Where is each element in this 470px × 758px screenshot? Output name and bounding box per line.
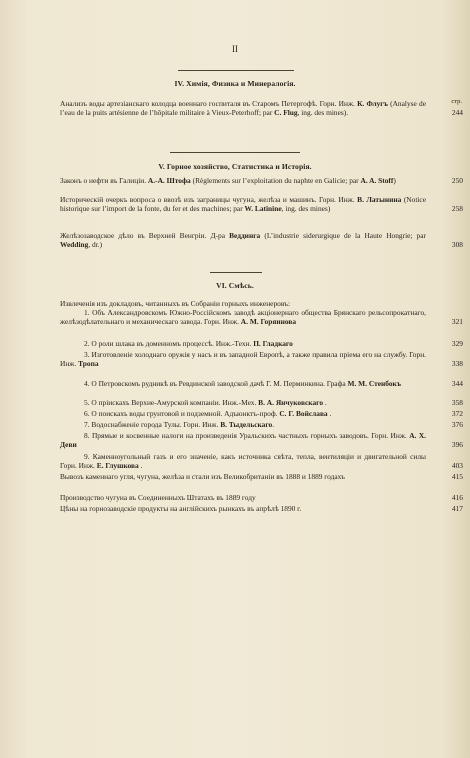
entry-text-part: 4. О Петровскомъ рудникѣ въ Ревдинской заводской дачѣ Г. М. Перминкина. Графа [84, 379, 348, 388]
entry-author: В. Тыдельскаго [220, 420, 273, 429]
entry-page-number: 403 [451, 460, 463, 470]
entry-author: А. Х. Деви [60, 431, 427, 449]
entry-text-part: 3. Изготовленіе холоднаго оружія у насъ и въ западной Европѣ, а также правила пріема его на службу. Горн. Инж. [60, 350, 426, 368]
entry-text [60, 380, 426, 389]
entry-text-part: Вывозъ каменнаго угля, чугуна, желѣза и стали изъ Великобританіи въ 1888 и 1889 годахъ [60, 472, 345, 481]
section-rule [178, 70, 294, 71]
entry-page-number: 396 [451, 439, 463, 449]
entry-page-number: 244 [451, 107, 463, 117]
entry-text [60, 100, 426, 117]
toc-entry [60, 410, 468, 419]
entry-author: Тропа [78, 358, 99, 368]
entry-text-part: 5. О пріискахъ Верхне-Амурской компаніи. Инж.-Мех. [84, 398, 259, 407]
toc-entry [60, 473, 468, 482]
entry-text-part: 6. О поискахъ воды грунтовой и подземной. Адъюнктъ-проф. [84, 409, 280, 418]
entry-page-number: 376 [451, 420, 463, 429]
entry-text [60, 351, 426, 368]
entry-text-part: . [323, 398, 327, 407]
toc-entry [60, 100, 468, 117]
section-rule [170, 152, 300, 153]
entry-author: A. A. Stoff [360, 176, 394, 185]
entry-page-number: 415 [451, 472, 463, 481]
section-title: VI. Смѣсь. [216, 281, 254, 290]
entry-text-part: (Notice historique sur l’import de la fonte, du fer et des machines; par [60, 195, 426, 213]
entry-text [60, 399, 426, 408]
entry-text-part: 8. Прямые и косвенные налоги на произведенія Уральскихъ частныхъ горныхъ заводовъ. Горн. Инж. [84, 431, 410, 440]
entry-page-number: 344 [451, 379, 463, 388]
entry-text-part: Желѣзозаводское дѣло въ Верхней Венгріи. Д-ра [60, 231, 230, 240]
entry-text-part: 2. О роли шлака въ доменномъ процессѣ. Инж.-Техн. [84, 339, 254, 348]
entry-text-part: ) [393, 176, 396, 185]
toc-entry [60, 380, 468, 389]
entry-page-number: 417 [451, 504, 463, 513]
entry-text-part: 9. Каменноугольный газъ и его значеніе, какъ источника свѣта, тепла, вентиляціи и двигательной силы Горн. Инж. [60, 452, 426, 470]
entry-author: Wedding [60, 239, 89, 249]
entry-author: С. Г. Войслава [279, 409, 328, 418]
entry-text [60, 494, 426, 503]
entry-author: Веддинга [229, 231, 261, 240]
entry-text [60, 309, 426, 326]
entry-page-number: 258 [451, 203, 463, 213]
entry-text-part: . [138, 460, 143, 470]
section-title: V. Горное хозяйство, Статистика и Исторія. [158, 162, 312, 171]
entry-text-part: . [272, 420, 275, 429]
entry-page-number: 358 [451, 398, 463, 407]
entry-text [60, 232, 426, 249]
entry-page-number: 321 [451, 316, 463, 326]
entry-text [60, 453, 426, 470]
entry-text-part: , ing. des mines). [297, 107, 349, 117]
entry-text-part: Законъ о нефти въ Галиціи. [60, 176, 148, 185]
entry-page-number: 329 [451, 339, 463, 348]
toc-entry [60, 505, 468, 514]
toc-entry [60, 340, 468, 349]
entry-text-part: Цѣны на горнозаводскіе продукты на англійскихъ рынкахъ въ апрѣлѣ 1890 г. [60, 504, 302, 513]
entry-text-part: . [327, 409, 332, 418]
entry-text [60, 340, 426, 349]
entry-page-number: 338 [451, 358, 463, 368]
toc-entry [60, 232, 468, 249]
entry-text [60, 505, 426, 514]
entry-text-part: Извлеченія изъ докладовъ, читанныхъ въ Собраніи горныхъ инженеровъ: [60, 299, 291, 308]
entry-page-number: 416 [451, 493, 463, 502]
entry-text-part: (Analyse de l’eau de la puits artésienne de l’hôpitale militaire à Vieux-Peterhoff; par [60, 99, 426, 117]
section-rule [210, 272, 262, 273]
entry-author: А.-А. Штофа [147, 176, 191, 185]
toc-entry [60, 432, 468, 449]
entry-text-part: , ing. des mines) [281, 203, 331, 213]
entry-text-part: , dr.) [88, 239, 103, 249]
toc-entry [60, 399, 468, 408]
entry-text [60, 177, 426, 186]
entry-text [60, 473, 426, 482]
toc-entry [60, 453, 468, 470]
entry-text-part: 7. Водоснабженіе города Тулы. Горн. Инж. [84, 420, 221, 429]
entry-text [60, 421, 426, 430]
entry-author: А. М. Горяинова [240, 316, 297, 326]
entry-author: В. Латынина [357, 195, 402, 204]
entry-text-part: Историческій очеркъ вопроса о ввозѣ изъ заграницы чугуна, желѣза и машинъ. Горн. Инж. [60, 195, 358, 204]
toc-entry [60, 494, 468, 503]
entry-author: М. М. Стенбокъ [347, 379, 402, 388]
entry-author: К. Флугъ [357, 99, 388, 108]
entry-text [60, 410, 426, 419]
entry-page-number: 250 [451, 176, 463, 185]
entry-text-part: (L’industrie siderurgique de la Haute Hongrie; par [260, 231, 426, 240]
entry-author: В. А. Янчуковскаго [258, 398, 324, 407]
entry-author: Е. Глушкова [96, 460, 139, 470]
toc-entry [60, 309, 468, 326]
entry-author: W. Latinine [244, 203, 282, 213]
entry-text [60, 432, 426, 449]
toc-entry [60, 177, 468, 186]
toc-entry [60, 196, 468, 213]
entry-text-part: 1. Объ Александровскомъ Южно-Россійскомъ заводѣ акціонернаго общества Брянскаго рельсопрокатнаго, желѣзодѣлательнаго и механическаго завода. Горн. Инж. [60, 308, 426, 326]
entry-author: C. Flug [274, 107, 298, 117]
entry-page-number: 308 [451, 239, 463, 249]
toc-entry [60, 351, 468, 368]
page-column-header: стр. [451, 98, 462, 105]
entry-text-part: Производство чугуна въ Соединенныхъ Штатахъ въ 1889 году [60, 493, 256, 502]
entry-text [60, 196, 426, 213]
section-title: IV. Химія, Физика и Минералогія. [174, 79, 296, 88]
page-number: II [232, 44, 238, 54]
entry-text-part: (Règlements sur l’exploitation du naphte en Galicie; par [190, 176, 361, 185]
toc-entry [60, 421, 468, 430]
entry-text-part: Анализъ воды артезіанскаго колодца военнаго госпиталя въ Старомъ Петергофѣ. Горн. Инж. [60, 99, 358, 108]
entry-page-number: 372 [451, 409, 463, 418]
entry-author: П. Гладкаго [253, 339, 293, 348]
